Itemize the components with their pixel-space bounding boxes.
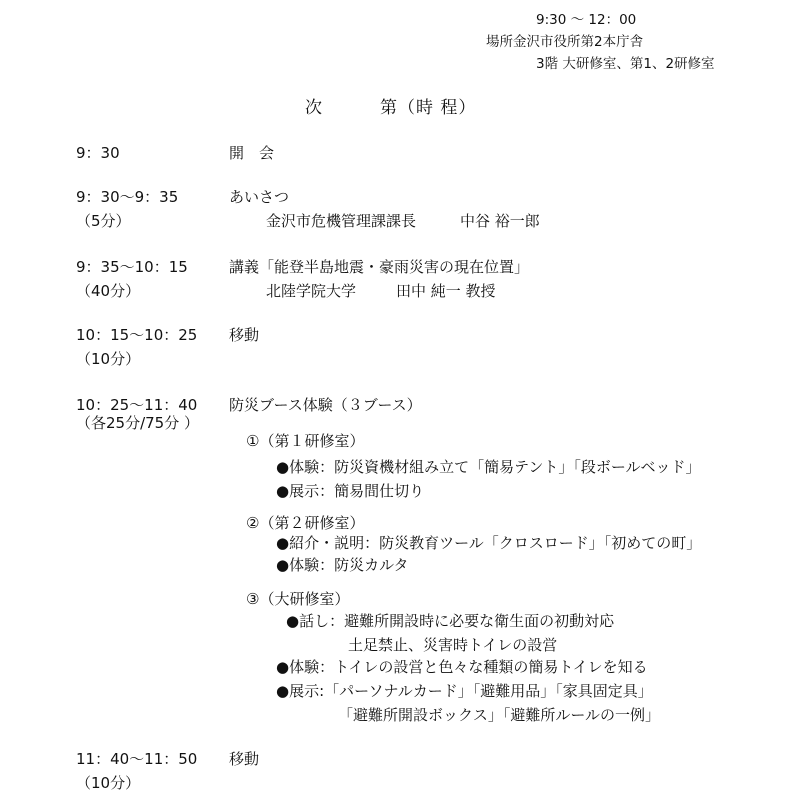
- schedule-time: 10：25～11：40: [76, 396, 198, 414]
- schedule-title: 移動: [229, 326, 260, 344]
- schedule-time: 9：30～9：35: [76, 188, 179, 206]
- page-title-part1: 次: [305, 98, 323, 118]
- venue-line-2: 3階 大研修室、第1、2研修室: [536, 56, 715, 72]
- booth-line: 土足禁止、災害時トイレの設営: [348, 636, 558, 654]
- booth-line: ●話し：避難所開設時に必要な衛生面の初動対応: [286, 612, 615, 630]
- speaker-name: 田中 純一 教授: [396, 282, 496, 300]
- schedule-duration: （各25分/75分 ）: [76, 414, 199, 432]
- speaker-name: 中谷 裕一郎: [460, 212, 540, 230]
- schedule-duration: （10分）: [76, 774, 141, 792]
- venue-line-1: 場所金沢市役所第2本庁舎: [486, 34, 644, 50]
- schedule-title: 防災ブース体験（３ブース）: [229, 396, 422, 414]
- booth-line: ●体験：防災カルタ: [276, 556, 409, 574]
- booth-heading: ①（第１研修室）: [246, 432, 365, 450]
- event-time: 9:30 ～ 12：00: [536, 12, 637, 28]
- page-title-part2: 第（時 程）: [380, 98, 477, 118]
- booth-line: ●展示：簡易間仕切り: [276, 482, 425, 500]
- schedule-duration: （40分）: [76, 282, 141, 300]
- booth-heading: ③（大研修室）: [246, 590, 350, 608]
- schedule-title: 移動: [229, 750, 260, 768]
- schedule-duration: （10分）: [76, 350, 141, 368]
- schedule-time: 9：30: [76, 144, 120, 162]
- booth-line: ●体験：トイレの設営と色々な種類の簡易トイレを知る: [276, 658, 648, 676]
- schedule-title: あいさつ: [229, 188, 290, 206]
- schedule-time: 11：40～11：50: [76, 750, 198, 768]
- booth-line: 「避難所開設ボックス」「避難所ルールの一例」: [338, 706, 661, 724]
- schedule-title: 講義「能登半島地震・豪雨災害の現在位置」: [229, 258, 530, 276]
- booth-line: ●展示:「パーソナルカード」「避難用品」「家具固定具」: [276, 682, 653, 700]
- booth-heading: ②（第２研修室）: [246, 514, 365, 532]
- speaker-org: 北陸学院大学: [266, 282, 357, 300]
- schedule-duration: （5分）: [76, 212, 131, 230]
- schedule-time: 10：15～10：25: [76, 326, 198, 344]
- booth-line: ●紹介・説明：防災教育ツール「クロスロード」「初めての町」: [276, 534, 702, 552]
- speaker-org: 金沢市危機管理課課長: [266, 212, 417, 230]
- schedule-time: 9：35～10：15: [76, 258, 188, 276]
- booth-line: ●体験：防災資機材組み立て「簡易テント」「段ボールベッド」: [276, 458, 701, 476]
- schedule-title: 開 会: [229, 144, 275, 162]
